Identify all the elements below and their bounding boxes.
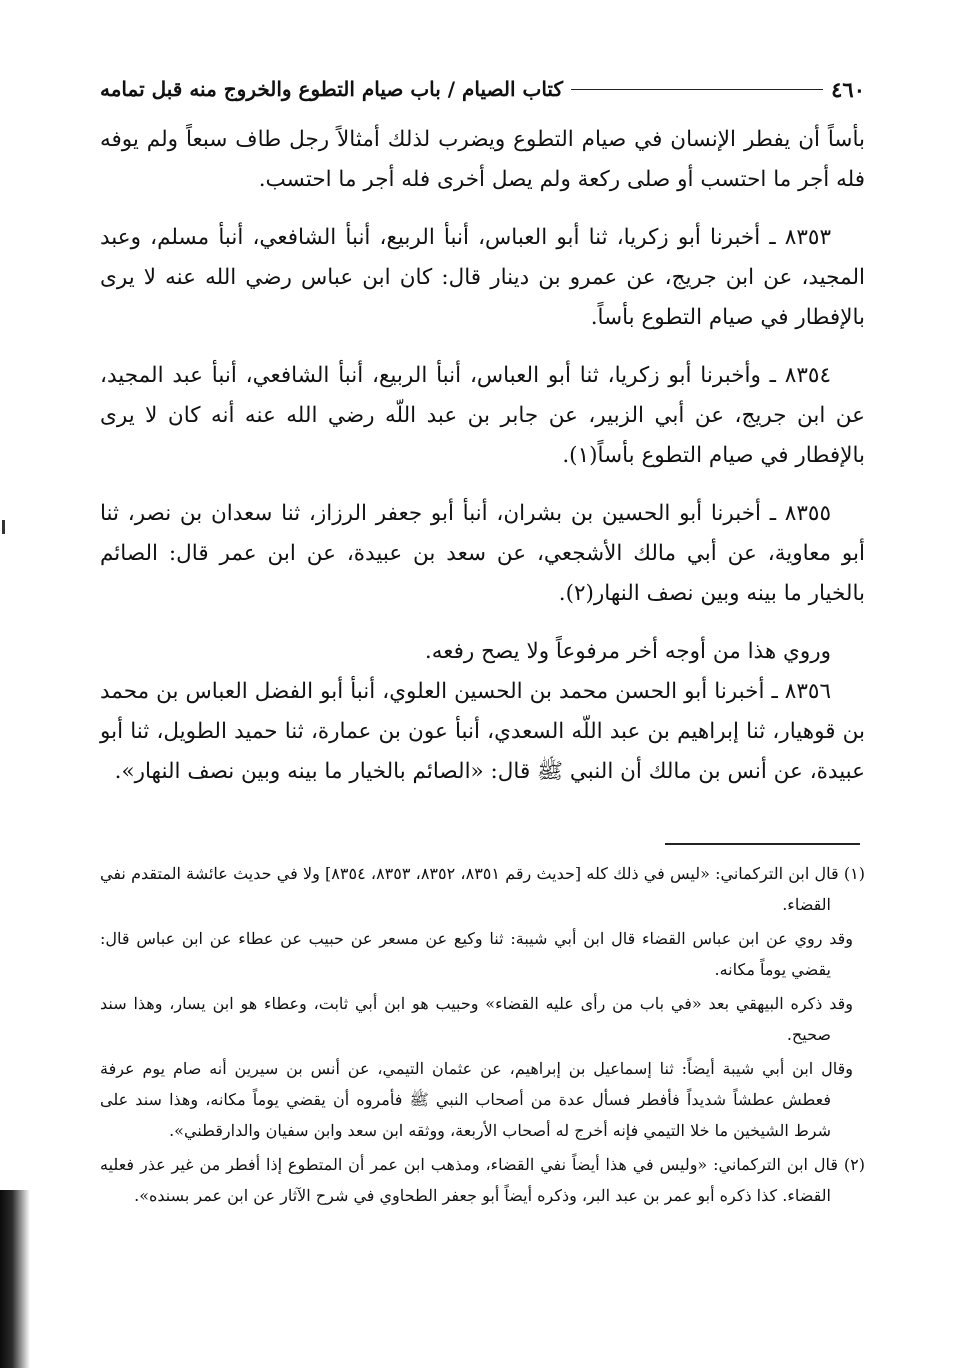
header-rule [571,89,823,90]
paragraph-note: وروي هذا من أوجه أخر مرفوعاً ولا يصح رفعه. [424,639,831,664]
running-title: كتاب الصيام / باب صيام التطوع والخروج منه قبل تمامه [100,77,563,101]
hadith-8354: ٨٣٥٤ ـ وأخبرنا أبو زكريا، ثنا أبو العباس، أنبأ الربيع، أنبأ الشافعي، أنبأ عبد المجيد، عن ابن جريج، عن أبي الزبير، عن جابر بن عبد اللّه رضي الله عنه أنه كان لا يرى بالإفطار في صيام التطوع بأساً(١). [100,363,865,468]
page-number: ٤٦٠ [831,76,865,102]
scan-margin-mark [2,520,5,534]
hadith-8355: ٨٣٥٥ ـ أخبرنا أبو الحسين بن بشران، أنبأ أبو جعفر الرزاز، ثنا سعدان بن نصر، ثنا أبو معاوية، عن أبي مالك الأشجعي، عن سعد بن عبيدة، عن ابن عمر قال: الصائم بالخيار ما بينه وبين نصف النهار(٢). [100,501,865,606]
scan-binding-shadow [0,1190,30,1368]
footnotes [100,858,865,1214]
footnote-separator [665,843,860,845]
footnote-2: (٢) قال ابن التركماني: «وليس في هذا أيضاً نفي القضاء، ومذهب ابن عمر أن المتطوع إذا أفطر من غير عذر فعليه القضاء. كذا ذكره أبو عمر بن عبد البر، وذكره أيضاً أبو جعفر الطحاوي في شرح الآثار عن ابن عمر بسنده». [100,1155,865,1205]
hadith-8353: ٨٣٥٣ ـ أخبرنا أبو زكريا، ثنا أبو العباس، أنبأ الربيع، أنبأ الشافعي، أنبأ مسلم، وعبد المجيد، عن ابن جريج، عن عمرو بن دينار قال: كان ابن عباس رضي الله عنه لا يرى بالإفطار في صيام التطوع بأساً. [100,225,865,330]
hadith-8356: ٨٣٥٦ ـ أخبرنا أبو الحسن محمد بن الحسين العلوي، أنبأ أبو الفضل العباس بن محمد بن قوهيار، ثنا إبراهيم بن عبد اللّه السعدي، أنبأ عون بن عمارة، ثنا حميد الطويل، ثنا أبو عبيدة، عن أنس بن مالك أن النبي ﷺ قال: «الصائم بالخيار ما بينه وبين نصف النهار». [100,679,865,784]
footnote-1-cont-c: وقال ابن أبي شيبة أيضاً: ثنا إسماعيل بن إبراهيم، عن عثمان التيمي، عن أنس بن سيرين أنه صام يوم عرفة فعطش عطشاً شديداً فأفطر فسأل عدة من أصحاب النبي ﷺ فأمروه أن يقضي يوماً مكانه، وهذا سند على شرط الشيخين ما خلا التيمي فإنه أخرج له أصحاب الأربعة، ووثقه ابن سعد وابن سفيان والدارقطني». [100,1059,853,1140]
paragraph: بأساً أن يفطر الإنسان في صيام التطوع ويضرب لذلك أمثالاً رجل طاف سبعاً ولم يوفه فله أجر ما احتسب أو صلى ركعة ولم يصل أخرى فله أجر ما احتسب. [100,127,865,192]
footnote-1: (١) قال ابن التركماني: «ليس في ذلك كله [حديث رقم ٨٣٥١، ٨٣٥٢، ٨٣٥٣، ٨٣٥٤] ولا في حديث عائشة المتقدم نفي القضاء. [100,864,866,914]
main-text [100,120,865,810]
page-header [100,72,865,106]
footnote-1-cont-a: وقد روي عن ابن عباس القضاء قال ابن أبي شيبة: ثنا وكيع عن مسعر عن حبيب عن عطاء عن ابن عباس قال: يقضي يوماً مكانه. [100,929,853,979]
footnote-1-cont-b: وقد ذكره البيهقي بعد «في باب من رأى عليه القضاء» وحبيب هو ابن أبي ثابت، وعطاء هو ابن يسار، وهذا سند صحيح. [100,994,853,1044]
